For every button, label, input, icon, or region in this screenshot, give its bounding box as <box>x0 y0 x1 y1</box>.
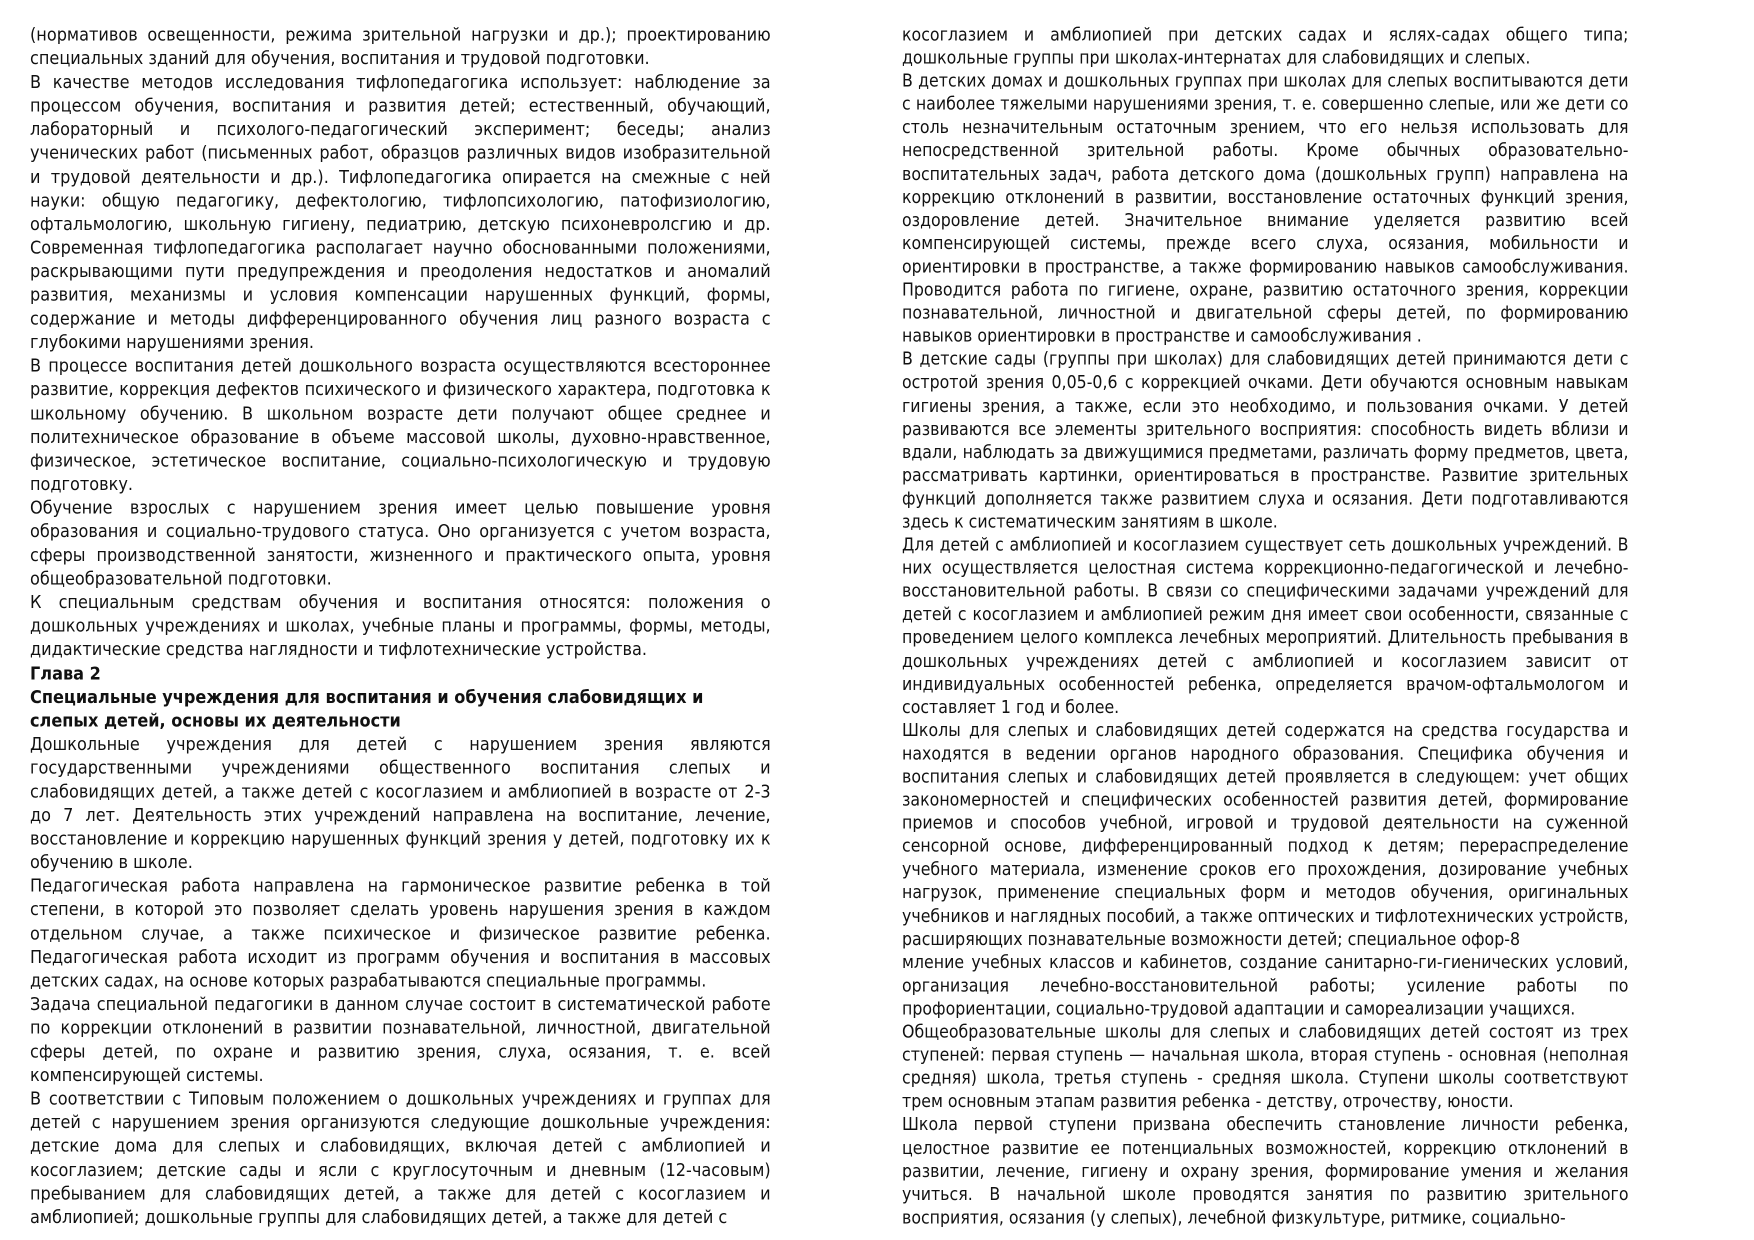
paragraph: В качестве методов исследования тифлопедагогика использует: наблюдение за процессом обучения, воспитания и развития детей; естественный, обучающий, лабораторный и психолого-педагогический эксперимент; беседы; анализ ученических работ (письменных работ, образцов различных видов изобразительной и трудовой деятельности и др.). Тифлопедагогика опирается на смежные с ней науки: общую педагогику, дефектологию, тифлопсихологию, патофизиологию, офтальмологию, школьную гигиену, педиатрию, детскую психоневролсгию и др. Современная тифлопедагогика располагает научно обоснованными положениями, раскрывающими пути предупреждения и преодоления недостатков и аномалий развития, механизмы и условия компенсации нарушенных функций, формы, содержание и методы дифференцированного обучения лиц разного возраста с глубокими нарушениями зрения. <box>30 72 771 353</box>
paragraph: Обучение взрослых с нарушением зрения имеет целью повышение уровня образования и социально-трудового статуса. Оно организуется с учетом возраста, сферы производственной занятости, жизненного и практического опыта, уровня общеобразовательной подготовки. <box>30 497 771 590</box>
paragraph: В детских домах и дошкольных группах при школах для слепых воспитываются дети с наиболее тяжелыми нарушениями зрения, т. е. совершенно слепые, или же дети со столь незначительным остаточным зрением, что его нельзя использовать для непосредственной зрительной работы. Кроме обычных образовательно-воспитательных задач, работа детского дома (дошкольных групп) направлена на коррекцию отклонений в развитии, восстановление остаточных функций зрения, оздоровление детей. Значительное внимание уделяется развитию всей компенсирующей системы, прежде всего слуха, осязания, мобильности и ориентировки в пространстве, а также формированию навыков самообслуживания. Проводится работа по гигиене, охране, развитию остаточного зрения, коррекции познавательной, личностной и двигательной сферы детей, по формированию навыков ориентировки в пространстве и самообслуживания . <box>902 71 1629 347</box>
paragraph: (нормативов освещенности, режима зрительной нагрузки и др.); проектированию специальных зданий для обучения, воспитания и трудовой подготовки. <box>30 24 771 70</box>
right-column <box>902 24 1628 1230</box>
paragraph: Задача специальной педагогики в данном случае состоит в систематической работе по коррекции отклонений в развитии познавательной, личностной, двигательной сферы детей, по охране и развитию зрения, слуха, осязания, т. е. всей компенсирующей системы. <box>30 994 771 1086</box>
left-column <box>30 24 771 1230</box>
paragraph: косоглазием и амблиопией при детских садах и яслях-садах общего типа; дошкольные группы при школах-интернатах для слабовидящих и слепых. <box>902 24 1629 69</box>
paragraph: Школы для слепых и слабовидящих детей содержатся на средства государства и находятся в ведении органов народного образования. Специфика обучения и воспитания слепых и слабовидящих детей проявляется в следующем: учет общих закономерностей и специфических особенностей развития детей, формирование приемов и способов учебной, игровой и трудовой деятельности на суженной сенсорной основе, дифференцированный подход к детям; перераспределение учебного материала, изменение сроков его прохождения, дозирование учебных нагрузок, применение специальных форм и методов обучения, оригинальных учебников и наглядных пособий, а также оптических и тифлотехнических устройств, расширяющих познавательные возможности детей; специальное офор-8 <box>902 720 1629 950</box>
paragraph: Для детей с амблиопией и косоглазием существует сеть дошкольных учреждений. В них осуществляется целостная система коррекционно-педагогической и лечебно-восстановительной работы. В связи со специфическими задачами учреждений для детей с косоглазием и амблиопией режим дня имеет свои особенности, связанные с проведением целого комплекса лечебных мероприятий. Длительность пребывания в дошкольных учреждениях детей с амблиопией и косоглазием зависит от индивидуальных особенностей ребенка, определяется врачом-офтальмологом и составляет 1 год и более. <box>902 535 1629 718</box>
paragraph: К специальным средствам обучения и воспитания относятся: положения о дошкольных учреждениях и школах, учебные планы и программы, формы, методы, дидактические средства наглядности и тифлотехнические устройства. <box>30 592 771 661</box>
paragraph: В детские сады (группы при школах) для слабовидящих детей принимаются дети с остротой зрения 0,05-0,6 с коррекцией очками. Дети обучаются основным навыкам гигиены зрения, а также, если это необходимо, и пользования очками. У детей развиваются все элементы зрительного восприятия: способность видеть вблизи и вдали, наблюдать за движущимися предметами, различать форму предметов, цвета, рассматривать картинки, ориентироваться в пространстве. Развитие зрительных функций дополняется также развитием слуха и осязания. Дети подготавливаются здесь к систематическим занятиям в школе. <box>902 349 1629 533</box>
paragraph: Дошкольные учреждения для детей с нарушением зрения являются государственными учреждениями общественного воспитания слепых и слабовидящих детей, а также детей с косоглазием и амблиопией в возрасте от 2-3 до 7 лет. Деятельность этих учреждений направлена на воспитание, лечение, восстановление и коррекцию нарушенных функций зрения у детей, подготовку их к обучению в школе. <box>30 734 771 874</box>
paragraph: Общеобразовательные школы для слепых и слабовидящих детей состоят из трех ступеней: первая ступень — начальная школа, вторая ступень - основная (неполная средняя) школа, третья ступень - средняя школа. Ступени школы соответствуют трем основным этапам развития ребенка - детству, отрочеству, юности. <box>902 1022 1629 1112</box>
paragraph: Школа первой ступени призвана обеспечить становление личности ребенка, целостное развитие ее потенциальных возможностей, коррекцию отклонений в развитии, лечение, гигиену и охрану зрения, формирование умения и желания учиться. В начальной школе проводятся занятия по развитию зрительного восприятия, осязания (у слепых), лечебной физкультуре, ритмике, социально- <box>902 1114 1629 1228</box>
chapter-title: Специальные учреждения для воспитания и обучения слабовидящих и слепых детей, основы их деятельности <box>30 686 704 732</box>
chapter-label: Глава 2 <box>30 663 101 684</box>
paragraph: Педагогическая работа направлена на гармоническое развитие ребенка в той степени, в которой это позволяет сделать уровень нарушения зрения в каждом отдельном случае, а также психическое и физическое развитие ребенка. Педагогическая работа исходит из программ обучения и воспитания в массовых детских садах, на основе которых разрабатываются специальные программы. <box>30 876 771 992</box>
paragraph: В соответствии с Типовым положением о дошкольных учреждениях и группах для детей с нарушением зрения организуются следующие дошкольные учреждения: детские дома для слепых и слабовидящих, включая детей с амблиопией и косоглазием; детские сады и ясли с круглосуточным и дневным (12-часовым) пребыванием для слабовидящих детей, а также для детей с косоглазием и амблиопией; дошкольные группы для слабовидящих детей, а также для детей с <box>30 1088 771 1228</box>
paragraph: В процессе воспитания детей дошкольного возраста осуществляются всестороннее развитие, коррекция дефектов психического и физического характера, подготовка к школьному обучению. В школьном возрасте дети получают общее среднее и политехническое образование в объеме массовой школы, духовно-нравственное, физическое, эстетическое воспитание, социально-психологическую и трудовую подготовку. <box>30 355 771 495</box>
paragraph: мление учебных классов и кабинетов, создание санитарно-ги-гиенических условий, организация лечебно-восстановительной работы; усиление работы по профориентации, социально-трудовой адаптации и самореализации учащихся. <box>902 952 1629 1020</box>
